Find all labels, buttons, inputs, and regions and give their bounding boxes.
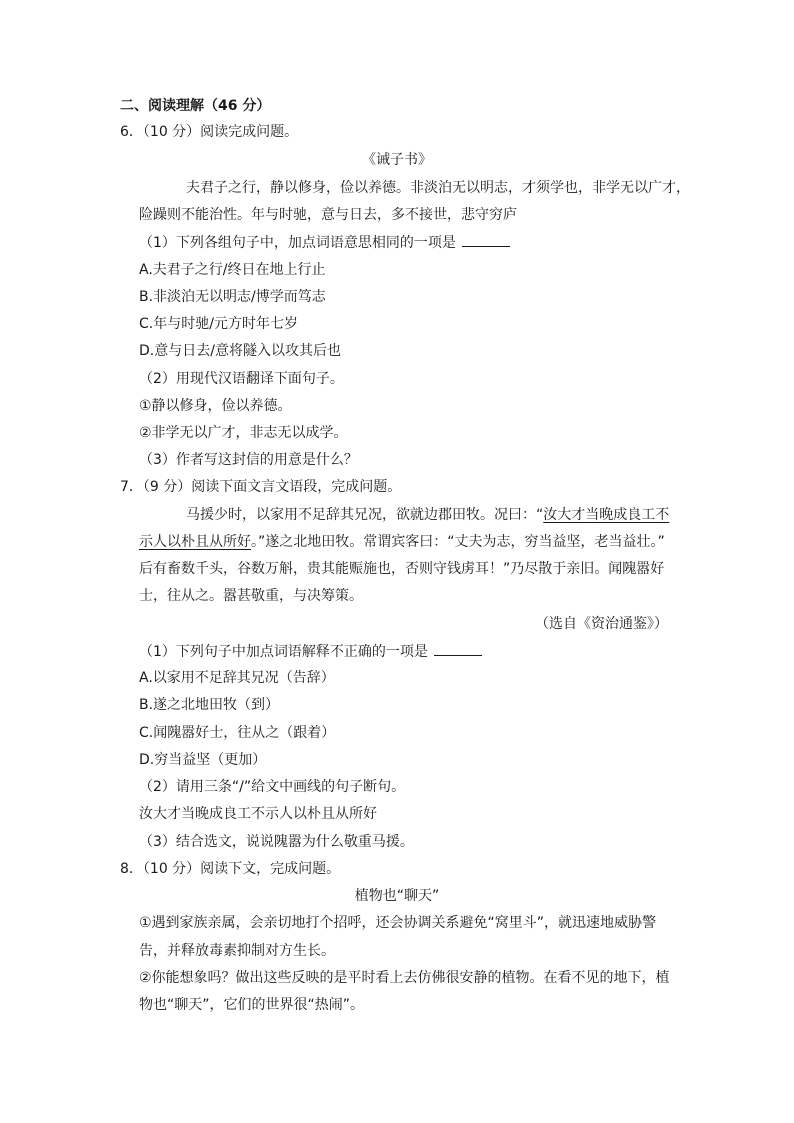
q7-sub3: （3）结合选文，说说隗嚣为什么敬重马援。 (139, 834, 414, 850)
q7-passage-text: 马援少时，以家用不足辞其兄况，欲就边郡田牧。况曰：“ (186, 507, 544, 523)
underlined-sentence: 汝大才当晚成良工不 (543, 507, 670, 523)
q6-option-c: C.年与时驰/元方时年七岁 (139, 316, 298, 332)
q7-header: 7．（9 分）阅读下面文言文语段，完成问题。 (120, 479, 402, 495)
q8-para1-line-1: ①遇到家族亲属，会亲切地打个招呼，还会协调关系避免“窝里斗”，就迅速地威胁警 (139, 915, 657, 931)
q7-sub2-sentence: 汝大才当晚成良工不示人以朴且从所好 (139, 806, 377, 822)
q8-header: 8．（10 分）阅读下文，完成问题。 (120, 861, 341, 877)
underlined-sentence: 示人以朴且从所好 (139, 534, 251, 550)
q7-option-a: A.以家用不足辞其兄况（告辞） (139, 670, 335, 686)
q7-passage-line-2 (139, 532, 665, 552)
q8-para1-line-2: 告，并释放毒素抑制对方生长。 (139, 943, 335, 959)
q6-sub1-text: （1）下列各组句子中，加点词语意思相同的一项是 (139, 235, 456, 251)
q6-sub1 (139, 232, 510, 252)
q7-source: （选自《资治通鉴》） (535, 616, 668, 632)
q7-passage-text: 。”遂之北地田牧。常谓宾客曰：“丈夫为志，穷当益坚，老当益壮。” (251, 534, 665, 550)
q7-passage-line-4: 士，往从之。嚣甚敬重，与决筹策。 (139, 588, 363, 604)
q6-sub3: （3）作者写这封信的用意是什么？ (139, 452, 358, 468)
answer-blank (434, 641, 482, 656)
q6-option-a: A.夫君子之行/终日在地上行止 (139, 262, 326, 278)
q8-para2-line-1: ②你能想象吗？做出这些反映的是平时看上去仿佛很安静的植物。在看不见的地下，植 (139, 970, 670, 986)
answer-blank (462, 232, 510, 247)
q8-title: 植物也“聊天” (354, 888, 440, 904)
q7-sub1-text: （1）下列句子中加点词语解释不正确的一项是 (139, 644, 428, 660)
q6-option-b: B.非淡泊无以明志/博学而笃志 (139, 289, 326, 305)
q7-option-b: B.遂之北地田牧（到） (139, 697, 280, 713)
q6-sub2: （2）用现代汉语翻译下面句子。 (139, 371, 344, 387)
q6-passage-line-1: 夫君子之行，静以修身，俭以养德。非淡泊无以明志，才须学也，非学无以广才， (186, 180, 690, 196)
q7-passage-line-1 (186, 505, 669, 525)
q8-para2-line-2: 物也“聊天”，它们的世界很“热闹”。 (139, 997, 365, 1013)
q7-option-d: D.穷当益坚（更加） (139, 752, 267, 768)
q6-option-d: D.意与日去/意将隧入以攻其后也 (139, 343, 341, 359)
q7-option-c: C.闻隗嚣好士，往从之（跟着） (139, 725, 336, 741)
q6-passage-line-2: 险躁则不能治性。年与时驰，意与日去，多不接世，悲守穷庐 (139, 207, 517, 223)
q7-passage-line-3: 后有畜数千头，谷数万斛，贵其能赈施也，否则守钱虏耳！”乃尽散于亲旧。闻隗嚣好 (139, 561, 665, 577)
q6-header: 6．（10 分）阅读完成问题。 (120, 124, 299, 140)
q6-sentence-1: ①静以修身，俭以养德。 (139, 398, 292, 414)
q7-sub1 (139, 641, 482, 661)
q6-title: 《诫子书》 (362, 152, 432, 168)
q6-sentence-2: ②非学无以广才，非志无以成学。 (139, 425, 348, 441)
q7-sub2: （2）请用三条“/”给文中画线的句子断句。 (139, 779, 406, 795)
section-heading: 二、阅读理解（46 分） (120, 98, 271, 114)
